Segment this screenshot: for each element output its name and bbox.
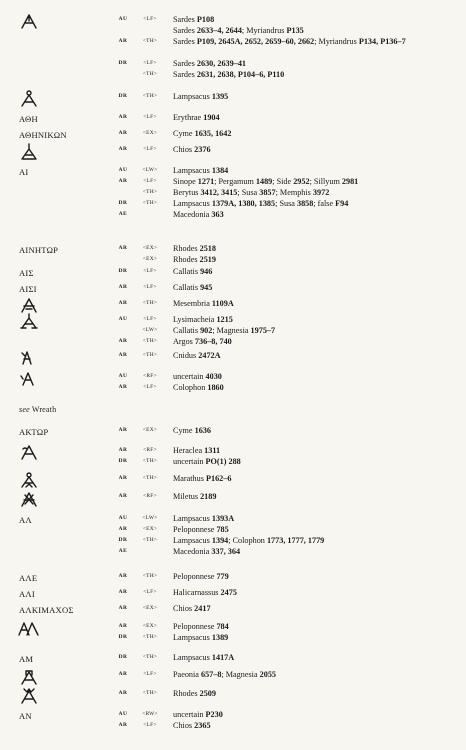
metal-code: DR bbox=[118, 634, 128, 640]
reference-text: Cyme 1635, 1642 bbox=[173, 129, 232, 138]
denomination-code: <RW> bbox=[142, 711, 158, 717]
reference-row bbox=[0, 623, 466, 633]
denomination-code: <LW> bbox=[142, 515, 158, 521]
entry-legend: ΑΝ bbox=[19, 711, 32, 721]
reference-row bbox=[0, 16, 466, 26]
denomination-code: <EX> bbox=[142, 605, 158, 611]
reference-text: uncertain P230 bbox=[173, 710, 223, 719]
metal-code: AR bbox=[118, 130, 128, 136]
metal-code: AE bbox=[118, 548, 128, 554]
metal-code: AR bbox=[118, 178, 128, 184]
metal-code: AR bbox=[118, 690, 128, 696]
metal-code: AR bbox=[118, 722, 128, 728]
reference-text: Sinope 1271; Pergamum 1489; Side 2952; Sillyum 2981 bbox=[173, 177, 359, 186]
denomination-code: <TH> bbox=[142, 573, 158, 579]
reference-text: Lampsacus 1393A bbox=[173, 514, 235, 523]
denomination-code: <RF> bbox=[143, 493, 157, 499]
denomination-code: <EX> bbox=[142, 256, 158, 262]
reference-text: Chios 2417 bbox=[173, 604, 211, 613]
entry-legend: ΑΛΚΙΜΑΧΟΣ bbox=[19, 605, 74, 615]
metal-code: AU bbox=[118, 167, 128, 173]
reference-text: Erythrae 1904 bbox=[173, 113, 220, 122]
reference-row bbox=[0, 475, 466, 485]
reference-row bbox=[0, 515, 466, 525]
reference-row bbox=[0, 690, 466, 700]
reference-row bbox=[0, 200, 466, 210]
denomination-code: <TH> bbox=[142, 93, 158, 99]
denomination-code: <TH> bbox=[142, 537, 158, 543]
reference-row bbox=[0, 634, 466, 644]
metal-code: DR bbox=[118, 200, 128, 206]
metal-code: AR bbox=[118, 671, 128, 677]
reference-row bbox=[0, 493, 466, 503]
reference-row bbox=[0, 114, 466, 124]
reference-row bbox=[0, 256, 466, 266]
denomination-code: <TH> bbox=[142, 690, 158, 696]
denomination-code: <TH> bbox=[142, 458, 158, 464]
reference-row bbox=[0, 526, 466, 536]
reference-text: uncertain 4030 bbox=[173, 372, 222, 381]
metal-code: AR bbox=[118, 146, 128, 152]
denomination-code: <LF> bbox=[143, 671, 157, 677]
reference-text: Cyme 1636 bbox=[173, 426, 211, 435]
reference-row bbox=[0, 167, 466, 177]
reference-text: Halicarnassus 2475 bbox=[173, 588, 237, 597]
denomination-code: <TH> bbox=[142, 338, 158, 344]
metal-code: AU bbox=[118, 711, 128, 717]
denomination-code: <LF> bbox=[143, 284, 157, 290]
denomination-code: <EX> bbox=[142, 526, 158, 532]
denomination-code: <TH> bbox=[142, 189, 158, 195]
reference-row bbox=[0, 71, 466, 81]
metal-code: DR bbox=[118, 268, 128, 274]
reference-text: Rhodes 2518 bbox=[173, 244, 216, 253]
reference-row bbox=[0, 722, 466, 732]
reference-text: Lysimacheia 1215 bbox=[173, 315, 233, 324]
metal-code: AR bbox=[118, 447, 128, 453]
reference-row bbox=[0, 300, 466, 310]
reference-row bbox=[0, 146, 466, 156]
reference-row bbox=[0, 427, 466, 437]
reference-row bbox=[0, 316, 466, 326]
metal-code: AR bbox=[118, 352, 128, 358]
reference-text: Rhodes 2509 bbox=[173, 689, 216, 698]
metal-code: AR bbox=[118, 589, 128, 595]
reference-text: Sardes 2630, 2639–41 bbox=[173, 59, 246, 68]
entry-legend: ΑΙΣ bbox=[19, 268, 34, 278]
entry-legend: ΑΙΝΗΤΩΡ bbox=[19, 245, 59, 255]
reference-text: Lampsacus 1394; Colophon 1773, 1777, 1779 bbox=[173, 536, 325, 545]
metal-code: AU bbox=[118, 316, 128, 322]
reference-row bbox=[0, 548, 466, 558]
reference-text: Peloponnese 779 bbox=[173, 572, 229, 581]
reference-row bbox=[0, 352, 466, 362]
denomination-code: <EX> bbox=[142, 130, 158, 136]
denomination-code: <LF> bbox=[143, 16, 157, 22]
reference-row bbox=[0, 373, 466, 383]
reference-text: Callatis 946 bbox=[173, 267, 213, 276]
metal-code: AU bbox=[118, 16, 128, 22]
reference-text: Mesembria 1109A bbox=[173, 299, 234, 308]
metal-code: AR bbox=[118, 38, 128, 44]
denomination-code: <LF> bbox=[143, 589, 157, 595]
reference-row bbox=[0, 284, 466, 294]
denomination-code: <LF> bbox=[143, 316, 157, 322]
reference-row bbox=[0, 60, 466, 70]
denomination-code: <TH> bbox=[142, 71, 158, 77]
reference-row bbox=[0, 447, 466, 457]
reference-row bbox=[0, 130, 466, 140]
denomination-code: <LW> bbox=[142, 167, 158, 173]
denomination-code: <RF> bbox=[143, 373, 157, 379]
reference-text: Lampsacus 1384 bbox=[173, 166, 229, 175]
metal-code: AR bbox=[118, 605, 128, 611]
entry-legend: ΑΘΗΝΙΚΩΝ bbox=[19, 130, 67, 140]
reference-text: Cnidus 2472A bbox=[173, 351, 221, 360]
reference-text: Callatis 945 bbox=[173, 283, 213, 292]
denomination-code: <RF> bbox=[143, 447, 157, 453]
metal-code: DR bbox=[118, 458, 128, 464]
reference-text: Colophon 1860 bbox=[173, 383, 224, 392]
denomination-code: <LF> bbox=[143, 60, 157, 66]
metal-code: AR bbox=[118, 245, 128, 251]
entry-legend: ΑΜ bbox=[19, 654, 34, 664]
denomination-code: <TH> bbox=[142, 475, 158, 481]
reference-text: Sardes 2633–4, 2644; Myriandrus P135 bbox=[173, 26, 304, 35]
reference-text: Argos 736–8, 740 bbox=[173, 337, 232, 346]
metal-code: AR bbox=[118, 300, 128, 306]
metal-code: DR bbox=[118, 537, 128, 543]
reference-text: Callatis 902; Magnesia 1975–7 bbox=[173, 326, 276, 335]
see-label: see bbox=[19, 405, 30, 414]
denomination-code: <EX> bbox=[142, 623, 158, 629]
denomination-code: <EX> bbox=[142, 427, 158, 433]
reference-text: Lampsacus 1389 bbox=[173, 633, 229, 642]
metal-code: AR bbox=[118, 384, 128, 390]
reference-row bbox=[0, 338, 466, 348]
entry-legend: ΑΙΣΙ bbox=[19, 284, 37, 294]
reference-row bbox=[0, 589, 466, 599]
entry-legend: ΑΙ bbox=[19, 167, 29, 177]
reference-row bbox=[0, 93, 466, 103]
denomination-code: <TH> bbox=[142, 352, 158, 358]
metal-code: AU bbox=[118, 373, 128, 379]
entry-legend: ΑΘΗ bbox=[19, 114, 38, 124]
reference-text: Peloponnese 784 bbox=[173, 622, 229, 631]
reference-row bbox=[0, 537, 466, 547]
denomination-code: <LF> bbox=[143, 384, 157, 390]
entry-legend: ΑΛΕ bbox=[19, 573, 38, 583]
reference-text: Chios 2376 bbox=[173, 145, 211, 154]
reference-text: Chios 2365 bbox=[173, 721, 211, 730]
metal-code: AR bbox=[118, 427, 128, 433]
reference-row bbox=[0, 245, 466, 255]
reference-row bbox=[0, 27, 466, 37]
reference-row bbox=[0, 711, 466, 721]
metal-code: AR bbox=[118, 475, 128, 481]
reference-text: Sardes 2631, 2638, P104–6, P110 bbox=[173, 70, 285, 79]
metal-code: AR bbox=[118, 573, 128, 579]
reference-text: Macedonia 337, 364 bbox=[173, 547, 241, 556]
denomination-code: <LF> bbox=[143, 268, 157, 274]
reference-text: Lampsacus 1395 bbox=[173, 92, 229, 101]
reference-text: Sardes P109, 2645A, 2652, 2659–60, 2662; Myriandrus P134, P136–7 bbox=[173, 37, 406, 46]
reference-text: Lampsacus 1379A, 1380, 1385; Susa 3858; false F94 bbox=[173, 199, 349, 208]
reference-row bbox=[0, 671, 466, 681]
reference-text: Heraclea 1311 bbox=[173, 446, 221, 455]
reference-row bbox=[0, 327, 466, 337]
reference-text: Paeonia 657–8; Magnesia 2055 bbox=[173, 670, 277, 679]
metal-code: AR bbox=[118, 284, 128, 290]
reference-text: Macedonia 363 bbox=[173, 210, 224, 219]
metal-code: AU bbox=[118, 515, 128, 521]
reference-text: Peloponnese 785 bbox=[173, 525, 229, 534]
metal-code: AR bbox=[118, 623, 128, 629]
denomination-code: <TH> bbox=[142, 300, 158, 306]
reference-row bbox=[0, 38, 466, 48]
metal-code: AE bbox=[118, 211, 128, 217]
reference-text: Berytus 3412, 3415; Susa 3857; Memphis 3972 bbox=[173, 188, 330, 197]
entry-legend: ΑΛ bbox=[19, 515, 32, 525]
reference-row bbox=[0, 268, 466, 278]
denomination-code: <LF> bbox=[143, 146, 157, 152]
entry-legend: ΑΚΤΩΡ bbox=[19, 427, 49, 437]
reference-text: Marathus P162–6 bbox=[173, 474, 232, 483]
metal-code: AR bbox=[118, 526, 128, 532]
reference-text: Miletus 2189 bbox=[173, 492, 217, 501]
denomination-code: <LW> bbox=[142, 327, 158, 333]
reference-text: Lampsacus 1417A bbox=[173, 653, 235, 662]
metal-code: AR bbox=[118, 338, 128, 344]
see-target: Wreath bbox=[29, 405, 57, 414]
reference-text: uncertain PO(1) 288 bbox=[173, 457, 241, 466]
reference-row bbox=[0, 458, 466, 468]
reference-row bbox=[0, 189, 466, 199]
denomination-code: <LF> bbox=[143, 114, 157, 120]
metal-code: DR bbox=[118, 654, 128, 660]
metal-code: DR bbox=[118, 60, 128, 66]
reference-row bbox=[0, 211, 466, 221]
metal-code: DR bbox=[118, 93, 128, 99]
denomination-code: <TH> bbox=[142, 200, 158, 206]
cross-reference bbox=[19, 405, 56, 414]
denomination-code: <TH> bbox=[142, 634, 158, 640]
reference-row bbox=[0, 384, 466, 394]
denomination-code: <LF> bbox=[143, 178, 157, 184]
reference-text: Rhodes 2519 bbox=[173, 255, 216, 264]
denomination-code: <TH> bbox=[142, 38, 158, 44]
reference-row bbox=[0, 654, 466, 664]
reference-row bbox=[0, 605, 466, 615]
reference-text: Sardes P108 bbox=[173, 15, 215, 24]
denomination-code: <LF> bbox=[143, 722, 157, 728]
metal-code: AR bbox=[118, 493, 128, 499]
reference-row bbox=[0, 178, 466, 188]
metal-code: AR bbox=[118, 114, 128, 120]
denomination-code: <TH> bbox=[142, 654, 158, 660]
denomination-code: <EX> bbox=[142, 245, 158, 251]
reference-row bbox=[0, 573, 466, 583]
entry-legend: ΑΛΙ bbox=[19, 589, 35, 599]
